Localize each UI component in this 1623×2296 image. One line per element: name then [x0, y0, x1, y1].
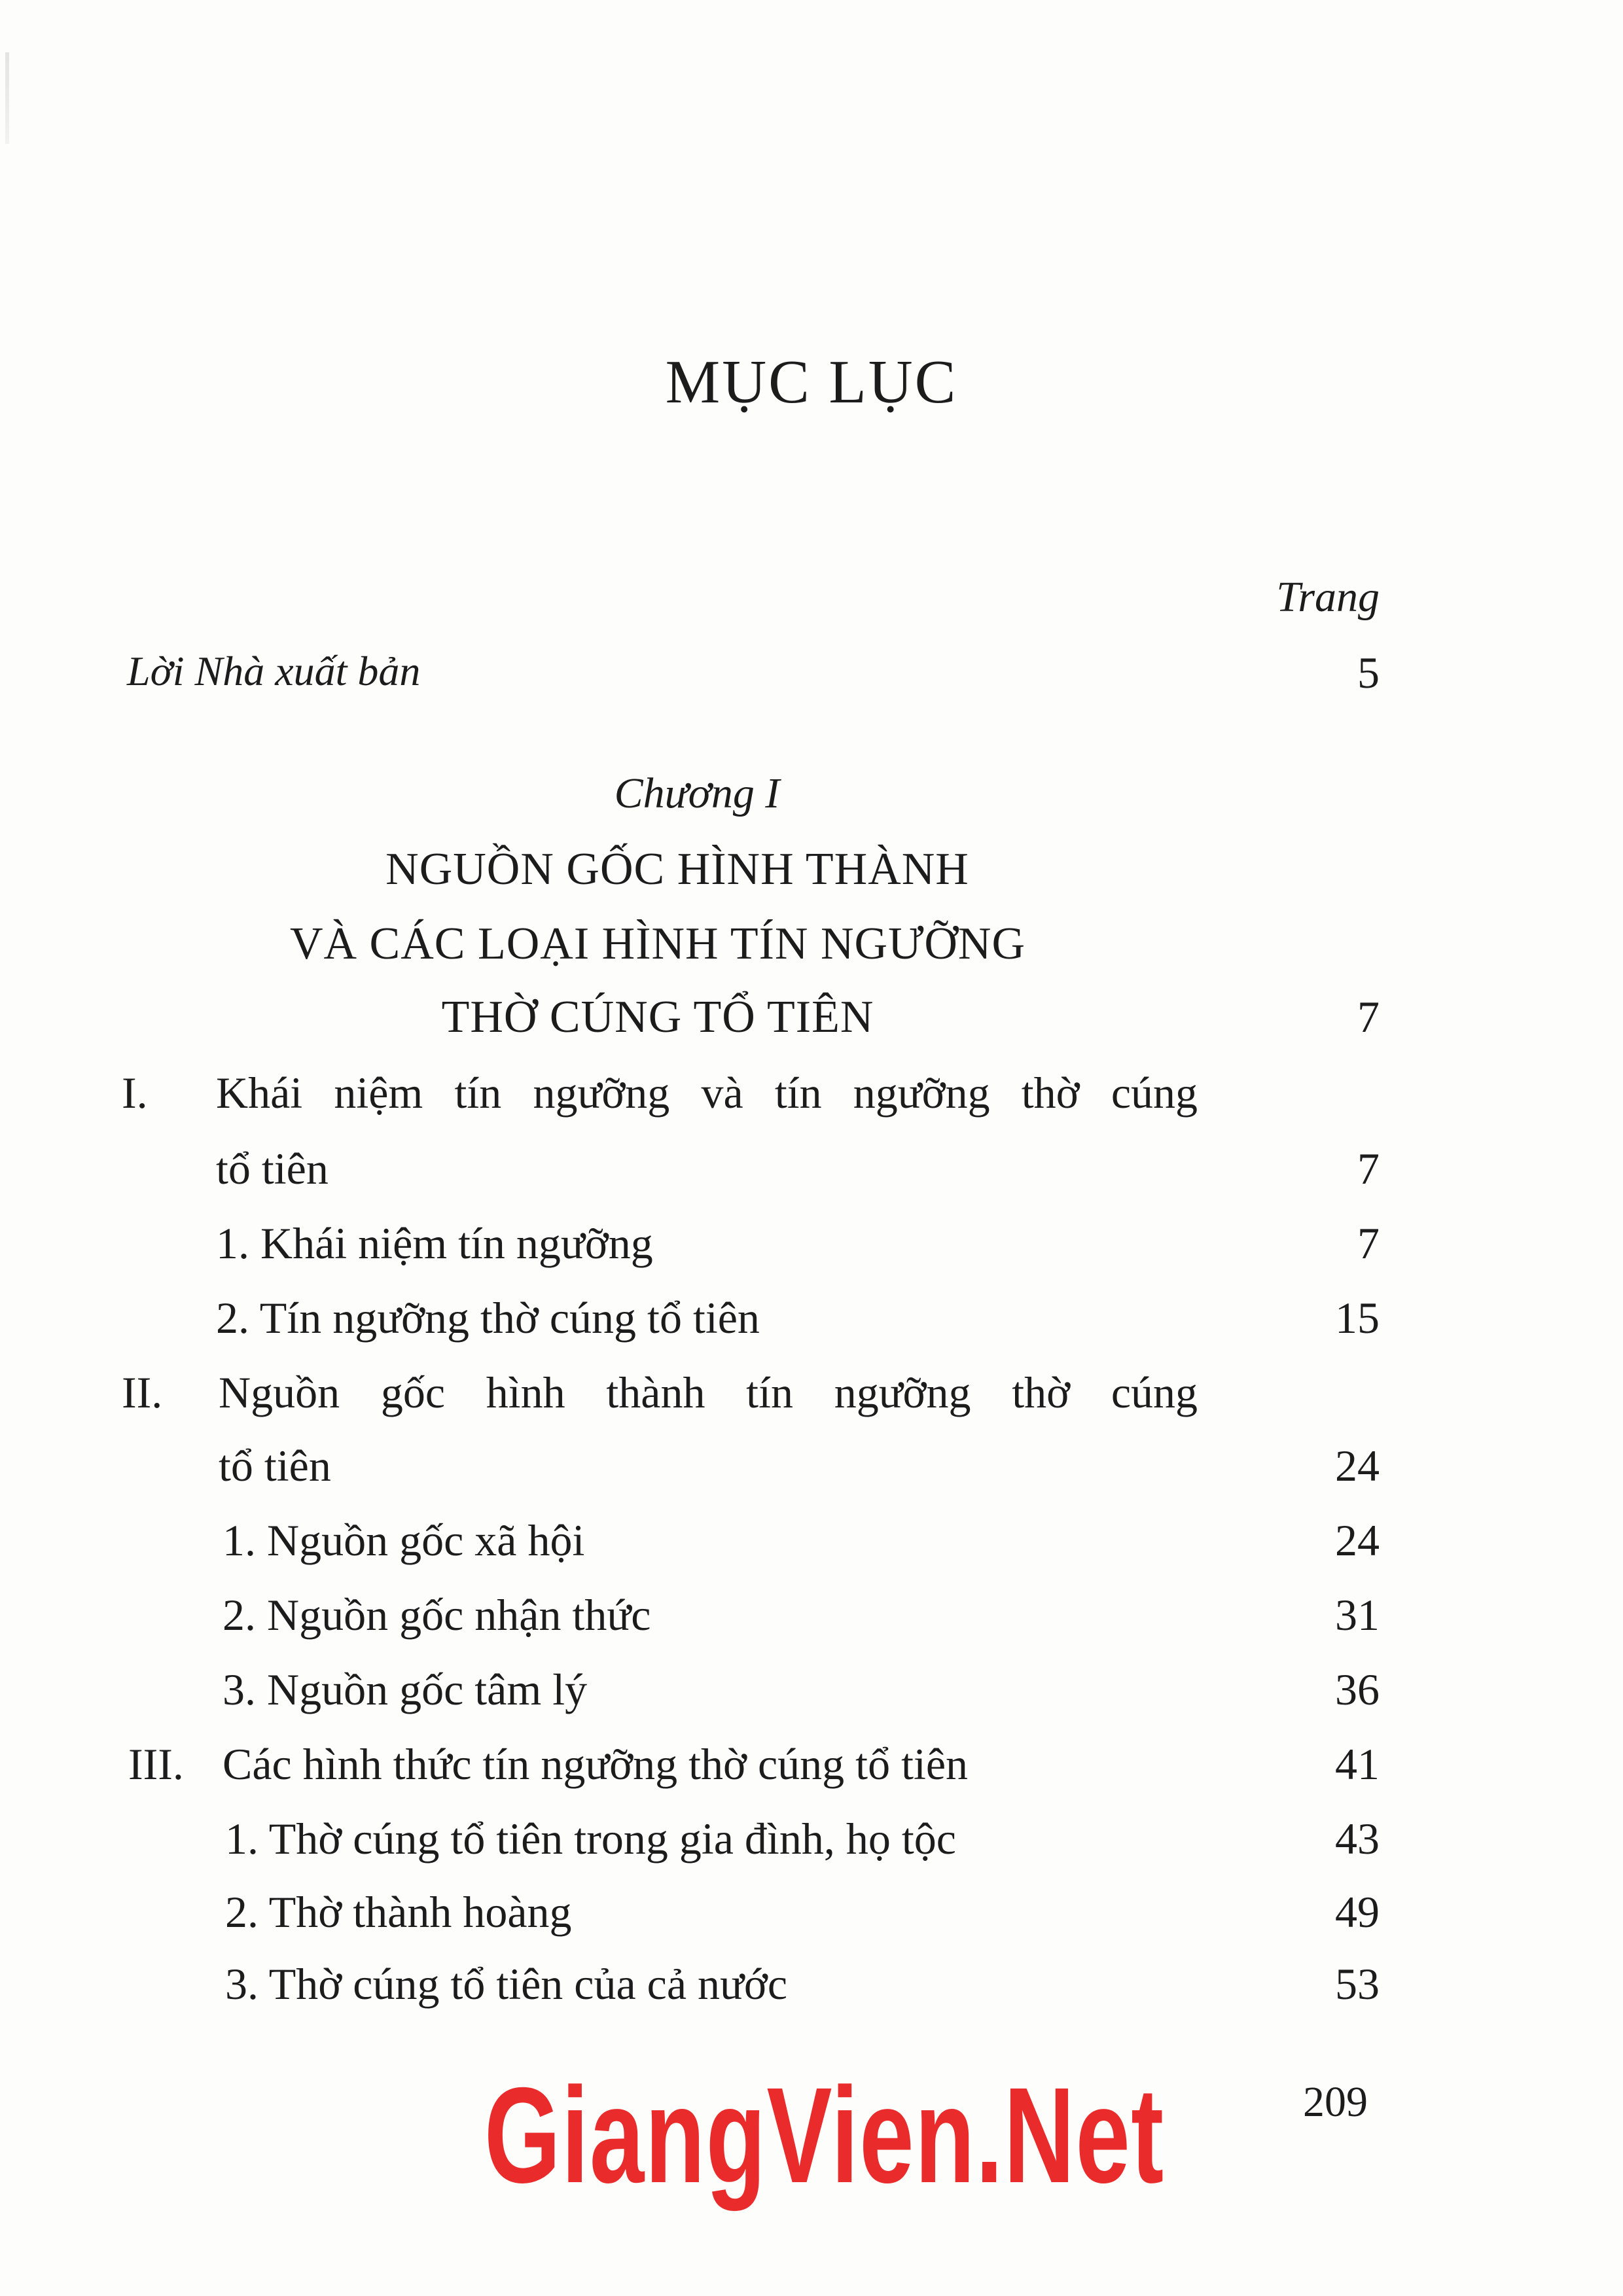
section-1-item-2[interactable]: 2. Tín ngưỡng thờ cúng tổ tiên [216, 1293, 760, 1343]
section-2-page: 24 [1335, 1441, 1380, 1491]
section-3-item-2[interactable]: 2. Thờ thành hoàng [225, 1887, 572, 1937]
section-3-title[interactable]: Các hình thức tín ngưỡng thờ cúng tổ tiên [223, 1739, 969, 1789]
chapter-title-line-1[interactable]: NGUỒN GỐC HÌNH THÀNH [385, 844, 969, 894]
chapter-label: Chương I [614, 769, 780, 817]
section-3-item-2-page: 49 [1335, 1887, 1380, 1937]
section-3-numeral: III. [128, 1739, 184, 1789]
section-2-title-line-1[interactable]: Nguồn gốc hình thành tín ngưỡng thờ cúng [219, 1368, 1198, 1417]
section-3-item-1-page: 43 [1335, 1814, 1380, 1863]
section-3-item-1[interactable]: 1. Thờ cúng tổ tiên trong gia đình, họ tộc [225, 1814, 956, 1863]
section-2-item-3[interactable]: 3. Nguồn gốc tâm lý [223, 1665, 588, 1714]
section-2-item-2-page: 31 [1335, 1590, 1380, 1640]
section-1-item-1[interactable]: 1. Khái niệm tín ngưỡng [216, 1218, 653, 1268]
watermark-logo: GiangVien.Net [484, 2060, 1165, 2212]
section-2-item-1[interactable]: 1. Nguồn gốc xã hội [223, 1515, 585, 1565]
page-number: 209 [1303, 2078, 1368, 2126]
toc-title: MỤC LỤC [665, 348, 958, 416]
chapter-title-line-3[interactable]: THỜ CÚNG TỔ TIÊN [441, 992, 874, 1042]
preface-page: 5 [1357, 648, 1380, 698]
section-1-numeral: I. [122, 1068, 148, 1118]
section-3-page: 41 [1335, 1739, 1380, 1789]
preface-label[interactable]: Lời Nhà xuất bản [127, 648, 421, 694]
chapter-title-line-2[interactable]: VÀ CÁC LOẠI HÌNH TÍN NGƯỠNG [289, 919, 1026, 969]
section-2-item-3-page: 36 [1335, 1665, 1380, 1714]
section-1-title-line-2[interactable]: tổ tiên [216, 1144, 329, 1193]
section-1-item-2-page: 15 [1335, 1293, 1380, 1343]
section-1-title-line-1[interactable]: Khái niệm tín ngưỡng và tín ngưỡng thờ cúng [216, 1068, 1198, 1118]
page-edge-shadow [5, 52, 9, 144]
section-1-item-1-page: 7 [1357, 1218, 1380, 1268]
page-column-header: Trang [1276, 573, 1380, 621]
chapter-page: 7 [1357, 992, 1380, 1042]
section-2-item-2[interactable]: 2. Nguồn gốc nhận thức [223, 1590, 651, 1640]
section-3-item-3[interactable]: 3. Thờ cúng tổ tiên của cả nước [225, 1959, 788, 2009]
section-3-item-3-page: 53 [1335, 1959, 1380, 2009]
section-2-title-line-2[interactable]: tổ tiên [219, 1441, 331, 1491]
section-2-item-1-page: 24 [1335, 1515, 1380, 1565]
section-1-page: 7 [1357, 1144, 1380, 1193]
section-2-numeral: II. [122, 1368, 163, 1417]
